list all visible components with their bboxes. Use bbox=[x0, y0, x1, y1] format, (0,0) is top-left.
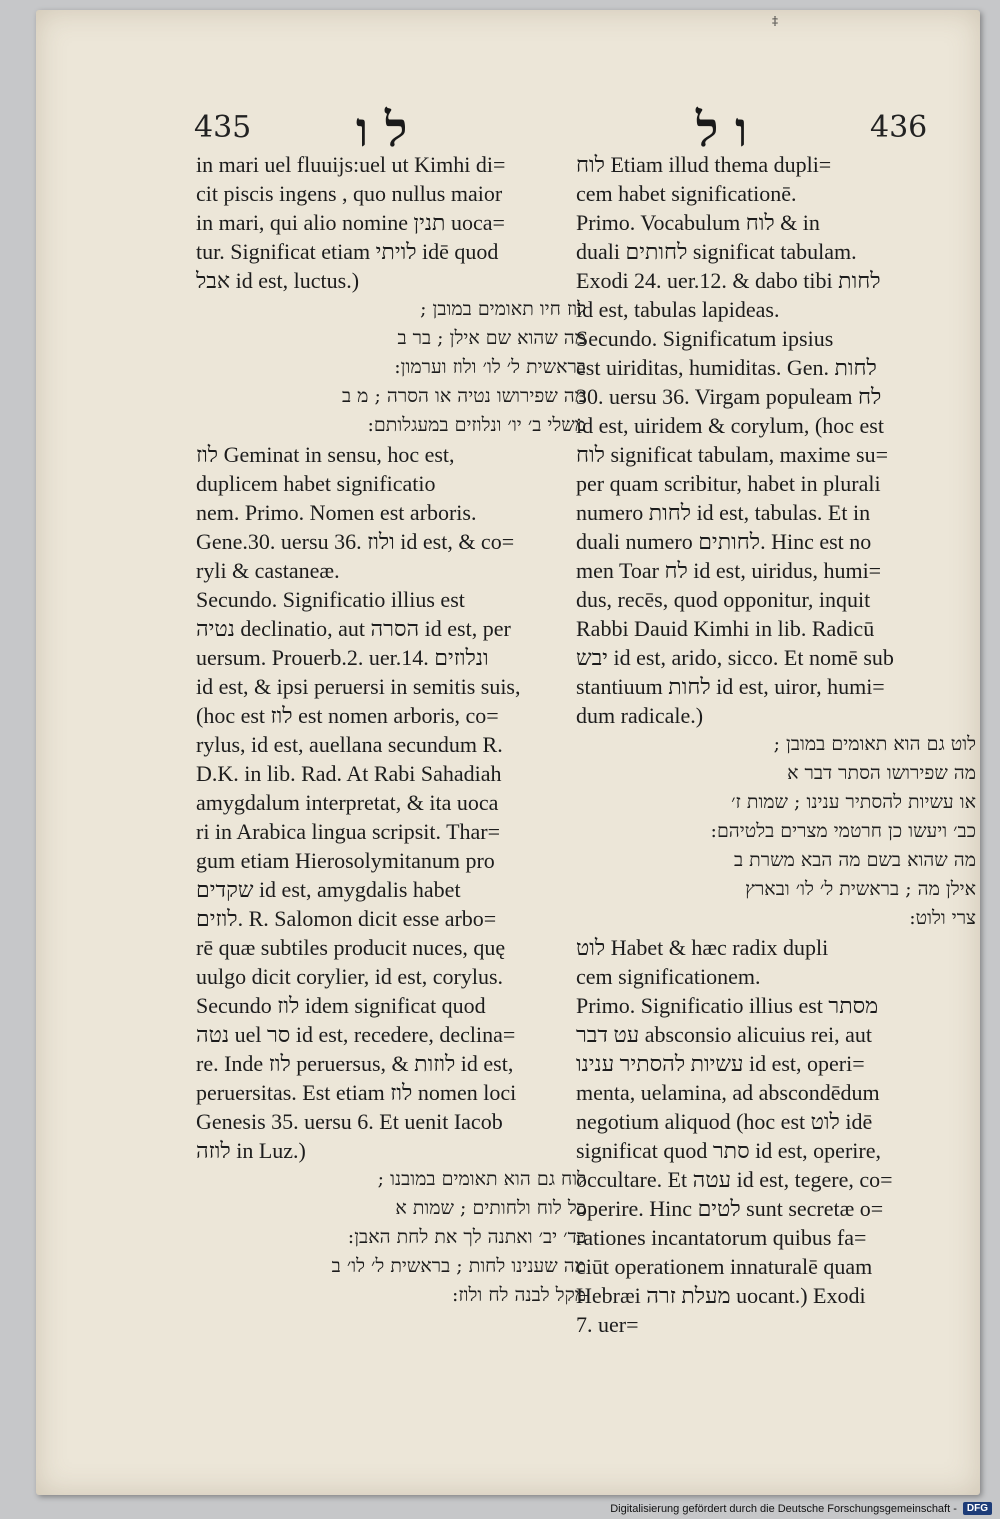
text-line: לוט גם הוא תאומים במובן ; bbox=[773, 733, 976, 755]
text-line: est uiriditas, humiditas. Gen. לחות bbox=[576, 355, 877, 380]
text-line: מה שפירושו נטיה או הסרה ; מ ב bbox=[341, 385, 586, 407]
text-line: rē quæ subtiles producit nuces, quę bbox=[196, 935, 506, 960]
text-line: לוזים. R. Salomon dicit esse arbo= bbox=[196, 906, 497, 931]
text-line: לוח גם הוא תאומים במובנו ; bbox=[377, 1168, 586, 1190]
text-line: Exodi 24. uer.12. & dabo tibi לחות bbox=[576, 268, 881, 293]
text-line: (hoc est לוז est nomen arboris, co= bbox=[196, 703, 499, 728]
text-line: Gene.30. uersu 36. ולוז id est, & co= bbox=[196, 529, 515, 554]
text-line: כד׳ יב׳ ואתנה לך את לחת האבן: bbox=[347, 1226, 586, 1248]
text-line: Secundo. Significatio illius est bbox=[196, 587, 465, 612]
text-line: rylus, id est, auellana secundum R. bbox=[196, 732, 503, 757]
text-line: ryli & castaneæ. bbox=[196, 558, 340, 583]
page-number-left: 435 bbox=[194, 110, 252, 145]
text-line: משלי ב׳ יו׳ ונלוזים במעגלותם: bbox=[367, 414, 586, 436]
text-line: ciūt operationem innaturalē quam bbox=[576, 1254, 873, 1279]
text-line: cit piscis ingens , quo nullus maior bbox=[196, 181, 503, 206]
text-line: או עשיות להסתיר ענינו ; שמות ז׳ bbox=[731, 791, 976, 813]
heading-left: ל ו bbox=[356, 102, 408, 158]
text-line: Rabbi Dauid Kimhi in lib. Radicū bbox=[576, 616, 875, 641]
text-line: אבל id est, luctus.) bbox=[196, 268, 360, 293]
text-line: Hebræi מעלת זרה uocant.) Exodi bbox=[576, 1283, 866, 1308]
text-line: מה שענינו לחות ; בראשית ל׳ לו׳ ב bbox=[331, 1255, 586, 1277]
text-line: per quam scribitur, habet in plurali bbox=[576, 471, 881, 496]
text-line: מה שהוא בשם מה הבא משרת ב bbox=[733, 849, 976, 871]
text-line: id est, tabulas lapideas. bbox=[576, 297, 780, 322]
text-line: עט דבר absconsio alicuius rei, aut bbox=[576, 1022, 873, 1047]
text-line: עשיות להסתיר ענינו id est, operi= bbox=[576, 1051, 865, 1076]
text-line: לוח significat tabulam, maxime su= bbox=[576, 442, 889, 467]
text-line: id est, & ipsi peruersi in semitis suis, bbox=[196, 674, 521, 699]
text-line: cem significationem. bbox=[576, 964, 761, 989]
text-line: dum radicale.) bbox=[576, 703, 704, 728]
text-line: מה שפירושו הסתר דבר א bbox=[787, 762, 976, 784]
text-line: duali numero לחותים. Hinc est no bbox=[576, 529, 872, 554]
text-line: לוז חיו תאומים במובן ; bbox=[420, 298, 586, 320]
text-line: יבש id est, arido, sicco. Et nomē sub bbox=[576, 645, 894, 670]
book-page bbox=[36, 10, 980, 1495]
text-line: לוז Geminat in sensu, hoc est, bbox=[196, 442, 455, 467]
text-line: Genesis 35. uersu 6. Et uenit Iacob bbox=[196, 1109, 503, 1134]
left-column bbox=[196, 150, 586, 1310]
text-line: Secundo. Significatum ipsius bbox=[576, 326, 834, 351]
text-line: menta, uelamina, ad abscondēdum bbox=[576, 1080, 880, 1105]
dfg-logo: DFG bbox=[963, 1502, 992, 1515]
text-line: כב׳ ויעשו כן חרטמי מצרים בלטיהם: bbox=[710, 820, 976, 842]
text-line: gum etiam Hierosolymitanum pro bbox=[196, 848, 495, 873]
text-line: dus, recēs, quod opponitur, inquit bbox=[576, 587, 871, 612]
text-line: amygdalum interpretat, & ita uoca bbox=[196, 790, 499, 815]
text-line: ri in Arabica lingua scripsit. Thar= bbox=[196, 819, 501, 844]
text-line: stantiuum לחות id est, uiror, humi= bbox=[576, 674, 885, 699]
top-mark: ‡ bbox=[772, 14, 778, 28]
text-line: Primo. Vocabulum לוח & in bbox=[576, 210, 820, 235]
text-line: 30. uersu 36. Virgam populeam לח bbox=[576, 384, 882, 409]
text-line: duplicem habet significatio bbox=[196, 471, 436, 496]
text-line: uulgo dicit corylier, id est, corylus. bbox=[196, 964, 504, 989]
text-line: duali לחותים significat tabulam. bbox=[576, 239, 857, 264]
text-line: tur. Significat etiam לויתי idē quod bbox=[196, 239, 499, 264]
footer-text: Digitalisierung gefördert durch die Deutsche Forschungsgemeinschaft - bbox=[610, 1502, 957, 1515]
text-line: D.K. in lib. Rad. At Rabi Sahadiah bbox=[196, 761, 502, 786]
text-line: Secundo לוז idem significat quod bbox=[196, 993, 486, 1018]
text-line: peruersitas. Est etiam לוז nomen loci bbox=[196, 1080, 517, 1105]
text-line: בראשית ל׳ לו׳ ולוז וערמון: bbox=[394, 356, 586, 378]
text-line: men Toar לח id est, uiridus, humi= bbox=[576, 558, 882, 583]
right-column bbox=[576, 150, 976, 1339]
text-line: נטיה declinatio, aut הסרה id est, per bbox=[196, 616, 511, 641]
text-line: negotium aliquod (hoc est לוט idē bbox=[576, 1109, 873, 1134]
text-line: id est, uiridem & corylum, (hoc est bbox=[576, 413, 884, 438]
text-line: לוט Habet & hæc radix dupli bbox=[576, 935, 829, 960]
text-line: לוזה in Luz.) bbox=[196, 1138, 306, 1163]
text-line: מה שהוא שם אילן ; בר ב bbox=[397, 327, 586, 349]
text-line: nem. Primo. Nomen est arboris. bbox=[196, 500, 477, 525]
text-line: numero לחות id est, tabulas. Et in bbox=[576, 500, 871, 525]
text-line: in mari uel fluuijs:uel ut Kimhi di= bbox=[196, 152, 506, 177]
text-line: operire. Hinc לטים sunt secretæ o= bbox=[576, 1196, 884, 1221]
text-line: נטה uel סר id est, recedere, declina= bbox=[196, 1022, 516, 1047]
text-line: rationes incantatorum quibus fa= bbox=[576, 1225, 867, 1250]
text-line: uersum. Prouerb.2. uer.14. ונלוזים bbox=[196, 645, 489, 670]
text-line: occultare. Et עטה id est, tegere, co= bbox=[576, 1167, 893, 1192]
heading-right: ו ל bbox=[696, 102, 748, 158]
text-line: cem habet significationē. bbox=[576, 181, 797, 206]
text-line: לוח Etiam illud thema dupli= bbox=[576, 152, 832, 177]
text-line: Primo. Significatio illius est מסתר bbox=[576, 993, 879, 1018]
page-number-right: 436 bbox=[870, 110, 928, 145]
footer bbox=[610, 1502, 992, 1515]
text-line: כל לוח ולחותים ; שמות א bbox=[395, 1197, 586, 1219]
text-line: 7. uer= bbox=[576, 1312, 639, 1337]
text-line: צרי ולוט: bbox=[909, 907, 976, 929]
text-line: significat quod סתר id est, operire, bbox=[576, 1138, 881, 1163]
text-line: מקל לבנה לח ולוז: bbox=[451, 1284, 586, 1306]
text-line: אילן מה ; בראשית ל׳ לו׳ ובארץ bbox=[745, 878, 976, 900]
text-line: re. Inde לוז peruersus, & לוזות id est, bbox=[196, 1051, 514, 1076]
text-line: שקדים id est, amygdalis habet bbox=[196, 877, 461, 902]
text-line: in mari, qui alio nomine תנין uoca= bbox=[196, 210, 505, 235]
